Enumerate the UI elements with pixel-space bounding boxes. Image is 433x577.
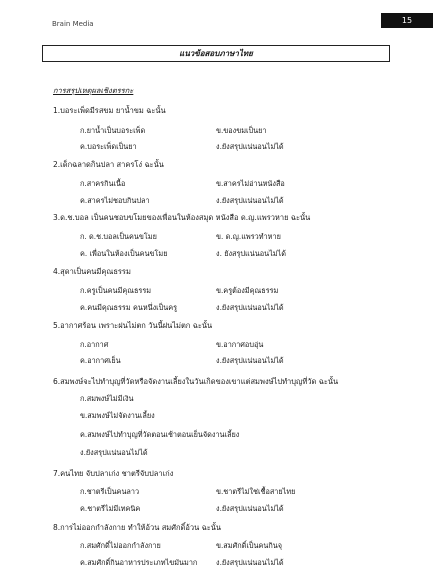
q4-option-d: ง.ยังสรุปแน่นอนไม่ได้ [216,303,284,312]
q3-option-a: ก. ด.ช.บอลเป็นคนขโมย [80,232,157,241]
q7-option-d: ง.ยังสรุปแน่นอนไม่ได้ [216,504,284,513]
q8-option-d: ง.ยังสรุปแน่นอนไม่ได้ [216,558,284,567]
q5-option-a: ก.อากาศ [80,340,109,349]
q1-option-b: ข.ของขมเป็นยา [216,126,267,135]
q6-option-a: ก.สมพงษ์ไม่มีเงิน [80,394,134,403]
q6-option-c: ค.สมพงษ์ไปทำบุญที่วัดตอนเช้าตอนเย็นจัดงานเลี้ยง [80,430,240,439]
q2-option-b: ข.สาครไม่อ่านหนังสือ [216,179,285,188]
q5-option-b: ข.อากาศอบอุ่น [216,340,264,349]
q8-option-b: ข.สมศักดิ์เป็นคนกินจุ [216,541,283,550]
question-7: 7.คนไทย จับปลาเก่ง ชาตรีจับปลาเก่ง [53,469,174,478]
q8-option-c: ค.สมศักดิ์กินอาหารประเภทไขมันมาก [80,558,198,567]
q7-option-b: ข.ชาตรีไม่ใช่เชื้อสายไทย [216,487,296,496]
page-number: 15 [381,13,433,28]
q3-option-c: ค. เพื่อนในห้องเป็นคนขโมย [80,249,168,258]
question-6: 6.สมพงษ์จะไปทำบุญที่วัดหรือจัดงานเลี้ยงในวันเกิดของเขาแต่สมพงษ์ไปทำบุญที่วัด ฉะนั้น [53,377,339,386]
q4-option-b: ข.ครูต้องมีคุณธรรม [216,286,279,295]
brand-name: Brain Media [52,20,94,28]
q3-option-d: ง. ยังสรุปแน่นอนไม่ได้ [216,249,286,258]
q8-option-a: ก.สมศักดิ์ไม่ออกกำลังกาย [80,541,161,550]
q2-option-a: ก.สาครกินเนื้อ [80,179,126,188]
q1-option-c: ค.บอระเพ็ดเป็นยา [80,142,137,151]
q1-option-a: ก.ยาน้ำเป็นบอระเพ็ด [80,126,146,135]
q4-option-c: ค.คนมีคุณธรรม คนหนึ่งเป็นครู [80,303,178,312]
question-8: 8.การไม่ออกกำลังกาย ทำให้อ้วน สมศักดิ์อ้วน ฉะนั้น [53,523,222,532]
q6-option-b: ข.สมพงษ์ไม่จัดงานเลี้ยง [80,411,155,420]
q5-option-c: ค.อากาศเย็น [80,356,121,365]
question-3: 3.ด.ช.บอล เป็นคนชอบขโมยของเพื่อนในห้องสมุด หนังสือ ด.ญ.แพรวหาย ฉะนั้น [53,213,311,222]
q4-option-a: ก.ครูเป็นคนมีคุณธรรม [80,286,152,295]
question-4: 4.สุดาเป็นคนมีคุณธรรม [53,267,131,276]
page-title: แนวข้อสอบภาษาไทย [42,45,390,62]
q1-option-d: ง.ยังสรุปแน่นอนไม่ได้ [216,142,284,151]
q7-option-c: ค.ชาตรีไม่มีเทคนิค [80,504,141,513]
q3-option-b: ข. ด.ญ.แพรวทำหาย [216,232,281,241]
section-heading: การสรุปเหตุผลเชิงตรรกะ [53,86,134,95]
question-5: 5.อากาศร้อน เพราะฝนไม่ตก วันนี้ฝนไม่ตก ฉะนั้น [53,321,213,330]
q6-option-d: ง.ยังสรุปแน่นอนไม่ได้ [80,448,148,457]
q2-option-d: ง.ยังสรุปแน่นอนไม่ได้ [216,196,284,205]
q5-option-d: ง.ยังสรุปแน่นอนไม่ได้ [216,356,284,365]
q2-option-c: ค.สาครไม่ชอบกินปลา [80,196,150,205]
q7-option-a: ก.ชาตรีเป็นคนลาว [80,487,140,496]
question-1: 1.บอระเพ็ดมีรสขม ยาน้ำขม ฉะนั้น [53,106,166,115]
question-2: 2.เด็กฉลาดกินปลา สาครโง่ ฉะนั้น [53,160,164,169]
